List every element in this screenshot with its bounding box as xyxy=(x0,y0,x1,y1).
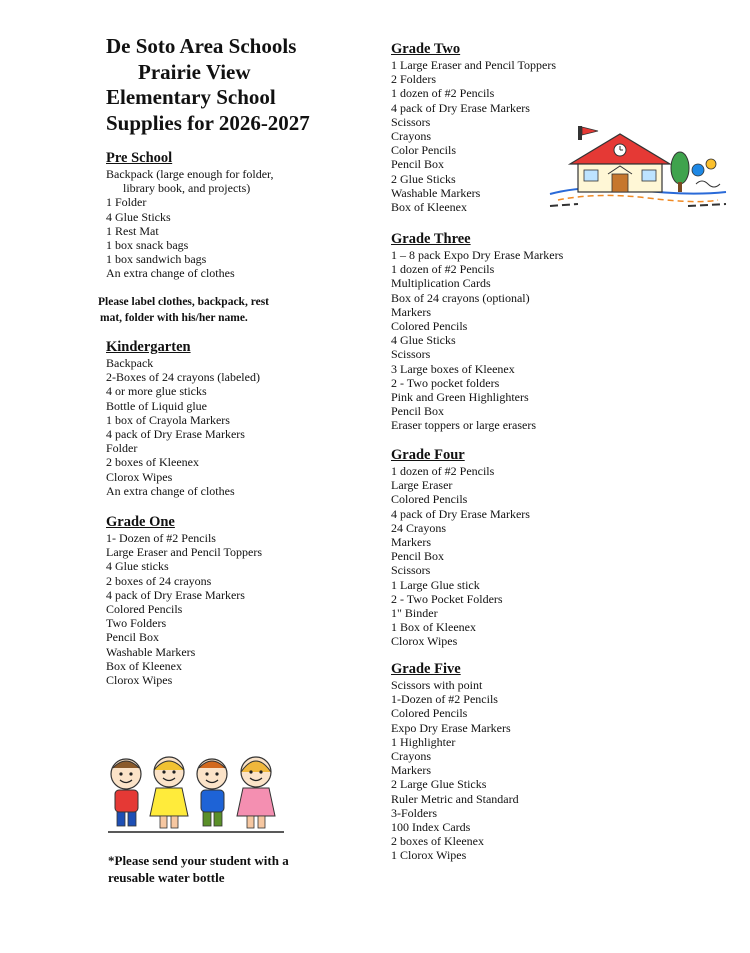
title-school-name: Prairie View xyxy=(138,59,251,84)
list-item: 4 pack of Dry Erase Markers xyxy=(106,427,245,442)
section-heading: Grade Five xyxy=(391,661,461,677)
list-item: Markers xyxy=(391,763,431,778)
list-item: Clorox Wipes xyxy=(106,673,173,688)
list-item: Box of 24 crayons (optional) xyxy=(391,290,530,305)
list-item: 1- Dozen of #2 Pencils xyxy=(106,531,216,545)
list-item: library book, and projects) xyxy=(123,181,251,196)
list-item: Large Eraser xyxy=(391,478,453,493)
section-grade-two xyxy=(391,41,556,214)
list-item: Pencil Box xyxy=(106,630,159,645)
list-item: 1 dozen of #2 Pencils xyxy=(391,262,495,277)
list-item: 1 box snack bags xyxy=(106,238,189,253)
supply-list xyxy=(391,248,563,433)
list-item: 2 Large Glue Sticks xyxy=(391,777,487,792)
list-item: 1 Highlighter xyxy=(391,734,456,749)
list-item: 1 Clorox Wipes xyxy=(391,848,467,863)
supply-list xyxy=(106,356,260,498)
list-item: 4 Glue sticks xyxy=(106,559,169,574)
list-item: 4 pack of Dry Erase Markers xyxy=(391,506,530,521)
list-item: 4 Glue Sticks xyxy=(391,333,456,348)
list-item: Markers xyxy=(391,304,431,319)
list-item: 1 Large Glue stick xyxy=(391,577,480,592)
water-bottle-note xyxy=(108,852,289,886)
list-item: 1 dozen of #2 Pencils xyxy=(391,464,495,478)
list-item: 4 pack of Dry Erase Markers xyxy=(106,587,245,602)
section-pre-school xyxy=(106,150,274,281)
list-item: Pencil Box xyxy=(391,404,444,419)
list-item: Scissors with point xyxy=(391,678,483,692)
list-item: Box of Kleenex xyxy=(106,658,182,673)
label-note xyxy=(98,294,269,326)
list-item: 24 Crayons xyxy=(391,520,446,535)
section-heading: Kindergarten xyxy=(106,339,191,355)
note-line: *Please send your student with a xyxy=(108,853,289,868)
list-item: An extra change of clothes xyxy=(106,266,235,281)
note-line: reusable water bottle xyxy=(108,870,225,885)
title-supplies-year: Supplies for 2026-2027 xyxy=(106,110,310,135)
list-item: Colored Pencils xyxy=(391,492,468,507)
list-item: 2 boxes of 24 crayons xyxy=(106,573,212,588)
list-item: 1 Rest Mat xyxy=(106,223,159,238)
list-item: 100 Index Cards xyxy=(391,820,471,835)
list-item: 3-Folders xyxy=(391,805,437,820)
section-grade-five xyxy=(391,661,519,863)
list-item: Colored Pencils xyxy=(391,319,468,334)
title-district: De Soto Area Schools xyxy=(106,34,297,58)
section-heading: Grade Three xyxy=(391,231,471,247)
list-item: Clorox Wipes xyxy=(391,634,458,649)
list-item: Crayons xyxy=(391,129,431,144)
list-item: 2 Folders xyxy=(391,72,436,87)
section-grade-one xyxy=(106,514,262,687)
note-line: Please label clothes, backpack, rest xyxy=(98,296,269,308)
section-kindergarten xyxy=(106,339,260,498)
document-title xyxy=(106,34,310,136)
list-item: Markers xyxy=(391,535,431,550)
list-item: Scissors xyxy=(391,114,431,129)
list-item: Pencil Box xyxy=(391,549,444,564)
list-item: 1 – 8 pack Expo Dry Erase Markers xyxy=(391,248,564,262)
list-item: 1 dozen of #2 Pencils xyxy=(391,86,495,101)
list-item: 2 boxes of Kleenex xyxy=(391,834,484,849)
list-item: 2 - Two Pocket Folders xyxy=(391,591,503,606)
list-item: Pencil Box xyxy=(391,157,444,172)
list-item: Colored Pencils xyxy=(106,602,183,617)
list-item: 1-Dozen of #2 Pencils xyxy=(391,692,498,707)
supply-list xyxy=(106,167,274,281)
list-item: Bottle of Liquid glue xyxy=(106,398,207,413)
supply-list xyxy=(391,58,556,214)
list-item: Crayons xyxy=(391,749,431,764)
list-item: 2 - Two pocket folders xyxy=(391,375,500,390)
list-item: An extra change of clothes xyxy=(106,483,235,498)
four-children-illustration xyxy=(104,752,286,836)
title-school-type: Elementary School xyxy=(106,85,276,109)
child-figure xyxy=(111,759,141,826)
list-item: Washable Markers xyxy=(391,185,481,200)
list-item: Scissors xyxy=(391,347,431,362)
child-figure xyxy=(197,759,227,826)
section-heading: Grade Four xyxy=(391,447,465,463)
schoolhouse-illustration xyxy=(548,124,728,212)
section-heading: Grade Two xyxy=(391,41,461,57)
list-item: 1 Folder xyxy=(106,195,147,210)
supply-list xyxy=(106,531,262,687)
list-item: Scissors xyxy=(391,563,431,578)
list-item: 2 Glue Sticks xyxy=(391,171,456,186)
child-figure xyxy=(237,757,275,828)
list-item: 1 Box of Kleenex xyxy=(391,620,476,635)
list-item: Clorox Wipes xyxy=(106,469,173,484)
list-item: Backpack xyxy=(106,356,154,370)
list-item: Folder xyxy=(106,441,138,456)
list-item: Two Folders xyxy=(106,616,167,631)
list-item: 1" Binder xyxy=(391,606,438,621)
list-item: 3 Large boxes of Kleenex xyxy=(391,361,515,376)
section-heading: Pre School xyxy=(106,150,173,166)
list-item: 2 boxes of Kleenex xyxy=(106,455,199,470)
supply-list xyxy=(391,678,519,863)
list-item: Color Pencils xyxy=(391,143,456,158)
list-item: 2-Boxes of 24 crayons (labeled) xyxy=(106,370,260,385)
list-item: Ruler Metric and Standard xyxy=(391,791,519,806)
supply-list xyxy=(391,464,530,649)
child-figure xyxy=(150,757,188,828)
section-grade-three xyxy=(391,231,563,433)
list-item: Box of Kleenex xyxy=(391,200,467,215)
list-item: Colored Pencils xyxy=(391,706,468,721)
list-item: 4 pack of Dry Erase Markers xyxy=(391,100,530,115)
section-heading: Grade One xyxy=(106,514,175,530)
list-item: Backpack (large enough for folder, xyxy=(106,167,274,181)
section-grade-four xyxy=(391,447,530,649)
list-item: 4 or more glue sticks xyxy=(106,384,207,399)
list-item: 4 Glue Sticks xyxy=(106,209,171,224)
list-item: Eraser toppers or large erasers xyxy=(391,418,537,433)
list-item: 1 Large Eraser and Pencil Toppers xyxy=(391,58,556,72)
list-item: Multiplication Cards xyxy=(391,276,491,291)
list-item: Large Eraser and Pencil Toppers xyxy=(106,545,262,560)
list-item: Washable Markers xyxy=(106,644,196,659)
list-item: Pink and Green Highlighters xyxy=(391,390,529,405)
list-item: 1 box of Crayola Markers xyxy=(106,412,230,427)
list-item: Expo Dry Erase Markers xyxy=(391,720,511,735)
note-line: mat, folder with his/her name. xyxy=(100,312,248,324)
list-item: 1 box sandwich bags xyxy=(106,252,207,267)
